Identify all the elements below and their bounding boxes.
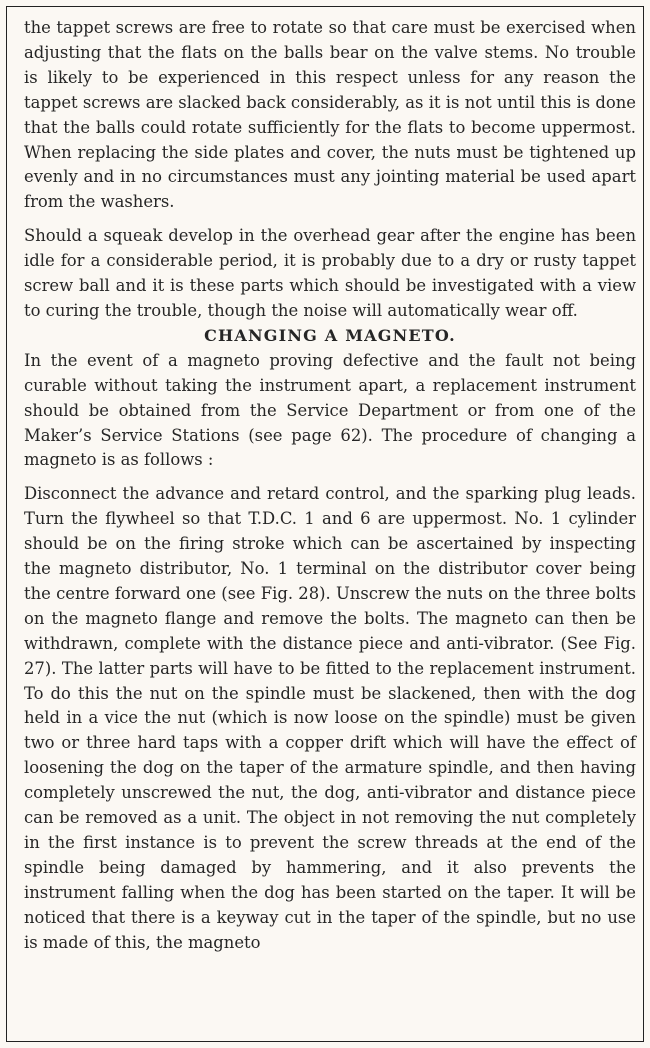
paragraph-spacer <box>24 473 636 482</box>
page-text <box>24 16 636 956</box>
book-page <box>6 6 644 1042</box>
paragraph-magneto-procedure: Disconnect the advance and retard control, and the sparking plug leads. Turn the flywheel so that T.D.C. 1 and 6 are uppermost. No. 1 cylinder should be on the firing stroke which can be ascertained by inspecting the magneto distributor, No. 1 terminal on the distributor cover being the centre forward one (see Fig. 28). Unscrew the nuts on the three bolts on the magneto flange and remove the bolts. The magneto can then be withdrawn, complete with the distance piece and anti-vibrator. (See Fig. 27). The latter parts will have to be fitted to the replacement instrument. To do this the nut on the spindle must be slackened, then with the dog held in a vice the nut (which is now loose on the spindle) must be given two or three hard taps with a copper drift which will have the effect of loosening the dog on the taper of the armature spindle, and then having completely unscrewed the nut, the dog, anti-vibrator and distance piece can be removed as a unit. The object in not removing the nut completely in the first instance is to prevent the screw threads at the end of the spindle being damaged by hammering, and it also prevents the instrument falling when the dog has been started on the taper. It will be noticed that there is a keyway cut in the taper of the spindle, but no use is made of this, the magneto <box>24 484 636 952</box>
paragraph-tappet-screws: the tappet screws are free to rotate so that care must be exercised when adjusting that the flats on the balls bear on the valve stems. No trouble is likely to be experienced in this respect unless for any reason the tappet screws are slacked back considerably, as it is not until this is done that the balls could rotate sufficiently for the flats to become uppermost. When replacing the side plates and cover, the nuts must be tightened up evenly and in no circumstances must any jointing material be used apart from the washers. <box>24 18 636 212</box>
paragraph-magneto-intro: In the event of a magneto proving defective and the fault not being curable without taking the instrument apart, a replacement instrument should be obtained from the Service Department or from one of the Maker’s Service Stations (see page 62). The procedure of changing a magneto is as follows : <box>24 350 636 470</box>
paragraph-squeak: Should a squeak develop in the overhead gear after the engine has been idle for a considerable period, it is probably due to a dry or rusty tappet screw ball and it is these parts which should be investigated with a view to curing the trouble, though the noise will automatically wear off. <box>24 226 636 320</box>
paragraph-spacer <box>24 215 636 224</box>
section-heading: CHANGING A MAGNETO. <box>204 325 456 345</box>
